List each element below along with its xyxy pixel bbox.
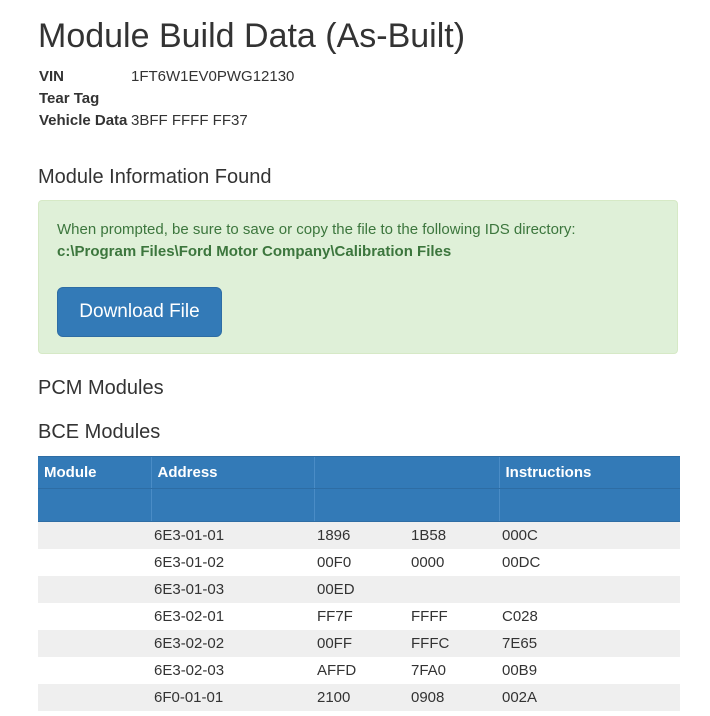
header-instructions: Instructions	[499, 457, 680, 489]
bce-table-body	[38, 522, 680, 712]
value-cell: 2100	[314, 684, 408, 711]
address-cell: 6E3-01-03	[151, 576, 314, 603]
table-row	[38, 522, 680, 550]
value-cell: 7FA0	[408, 657, 499, 684]
value-cell: 1B58	[408, 522, 499, 550]
value-cell: 00F0	[314, 549, 408, 576]
value-cell: 00ED	[314, 576, 408, 603]
address-cell: 6E3-01-01	[151, 522, 314, 550]
value-cell: 002A	[499, 684, 680, 711]
value-cell: FF7F	[314, 603, 408, 630]
module-cell	[38, 549, 151, 576]
alert-message: When prompted, be sure to save or copy the file to the following IDS directory:	[57, 221, 576, 238]
subheader-cell	[151, 489, 314, 522]
address-cell: 6F0-01-01	[151, 684, 314, 711]
address-cell: 6E3-01-02	[151, 549, 314, 576]
download-file-button[interactable]: Download File	[57, 287, 222, 337]
success-alert	[38, 200, 678, 354]
module-cell	[38, 576, 151, 603]
module-cell	[38, 657, 151, 684]
value-cell: C028	[499, 603, 680, 630]
vehicle-info	[39, 66, 294, 132]
value-cell: 00DC	[499, 549, 680, 576]
value-cell: AFFD	[314, 657, 408, 684]
vin-value: 1FT6W1EV0PWG12130	[131, 68, 295, 85]
value-cell: 1896	[314, 522, 408, 550]
address-cell: 6E3-02-03	[151, 657, 314, 684]
vin-label: VIN	[39, 68, 65, 85]
header-module: Module	[38, 457, 151, 489]
value-cell: 00FF	[314, 630, 408, 657]
vehicle-data-value: 3BFF FFFF FF37	[131, 112, 248, 129]
value-cell: FFFF	[408, 603, 499, 630]
tear-tag-label: Tear Tag	[39, 90, 100, 107]
vehicle-data-row	[39, 110, 294, 132]
table-row	[38, 603, 680, 630]
value-cell: 7E65	[499, 630, 680, 657]
table-subheader-row	[38, 489, 680, 522]
module-cell	[38, 522, 151, 550]
header-blank	[314, 457, 499, 489]
vin-row	[39, 66, 294, 88]
table-row	[38, 549, 680, 576]
module-info-heading: Module Information Found	[38, 166, 272, 188]
table-row	[38, 576, 680, 603]
value-cell: 0908	[408, 684, 499, 711]
address-cell: 6E3-02-01	[151, 603, 314, 630]
table-row	[38, 630, 680, 657]
header-address: Address	[151, 457, 314, 489]
value-cell	[499, 576, 680, 603]
value-cell	[408, 576, 499, 603]
module-cell	[38, 630, 151, 657]
subheader-cell	[499, 489, 680, 522]
bce-modules-heading: BCE Modules	[38, 421, 161, 443]
subheader-cell	[314, 489, 499, 522]
bce-modules-table	[38, 456, 680, 711]
subheader-cell	[38, 489, 151, 522]
tear-tag-row	[39, 88, 294, 110]
value-cell: 0000	[408, 549, 499, 576]
bce-modules-table-wrap	[38, 456, 680, 711]
table-row	[38, 684, 680, 711]
table-header-row	[38, 457, 680, 489]
module-cell	[38, 684, 151, 711]
page-title: Module Build Data (As-Built)	[38, 17, 466, 55]
address-cell: 6E3-02-02	[151, 630, 314, 657]
vehicle-data-label: Vehicle Data	[39, 112, 128, 129]
table-row	[38, 657, 680, 684]
value-cell: FFFC	[408, 630, 499, 657]
value-cell: 00B9	[499, 657, 680, 684]
ids-directory-path: c:\Program Files\Ford Motor Company\Calibration Files	[57, 243, 452, 260]
value-cell: 000C	[499, 522, 680, 550]
module-cell	[38, 603, 151, 630]
pcm-modules-heading: PCM Modules	[38, 377, 164, 399]
